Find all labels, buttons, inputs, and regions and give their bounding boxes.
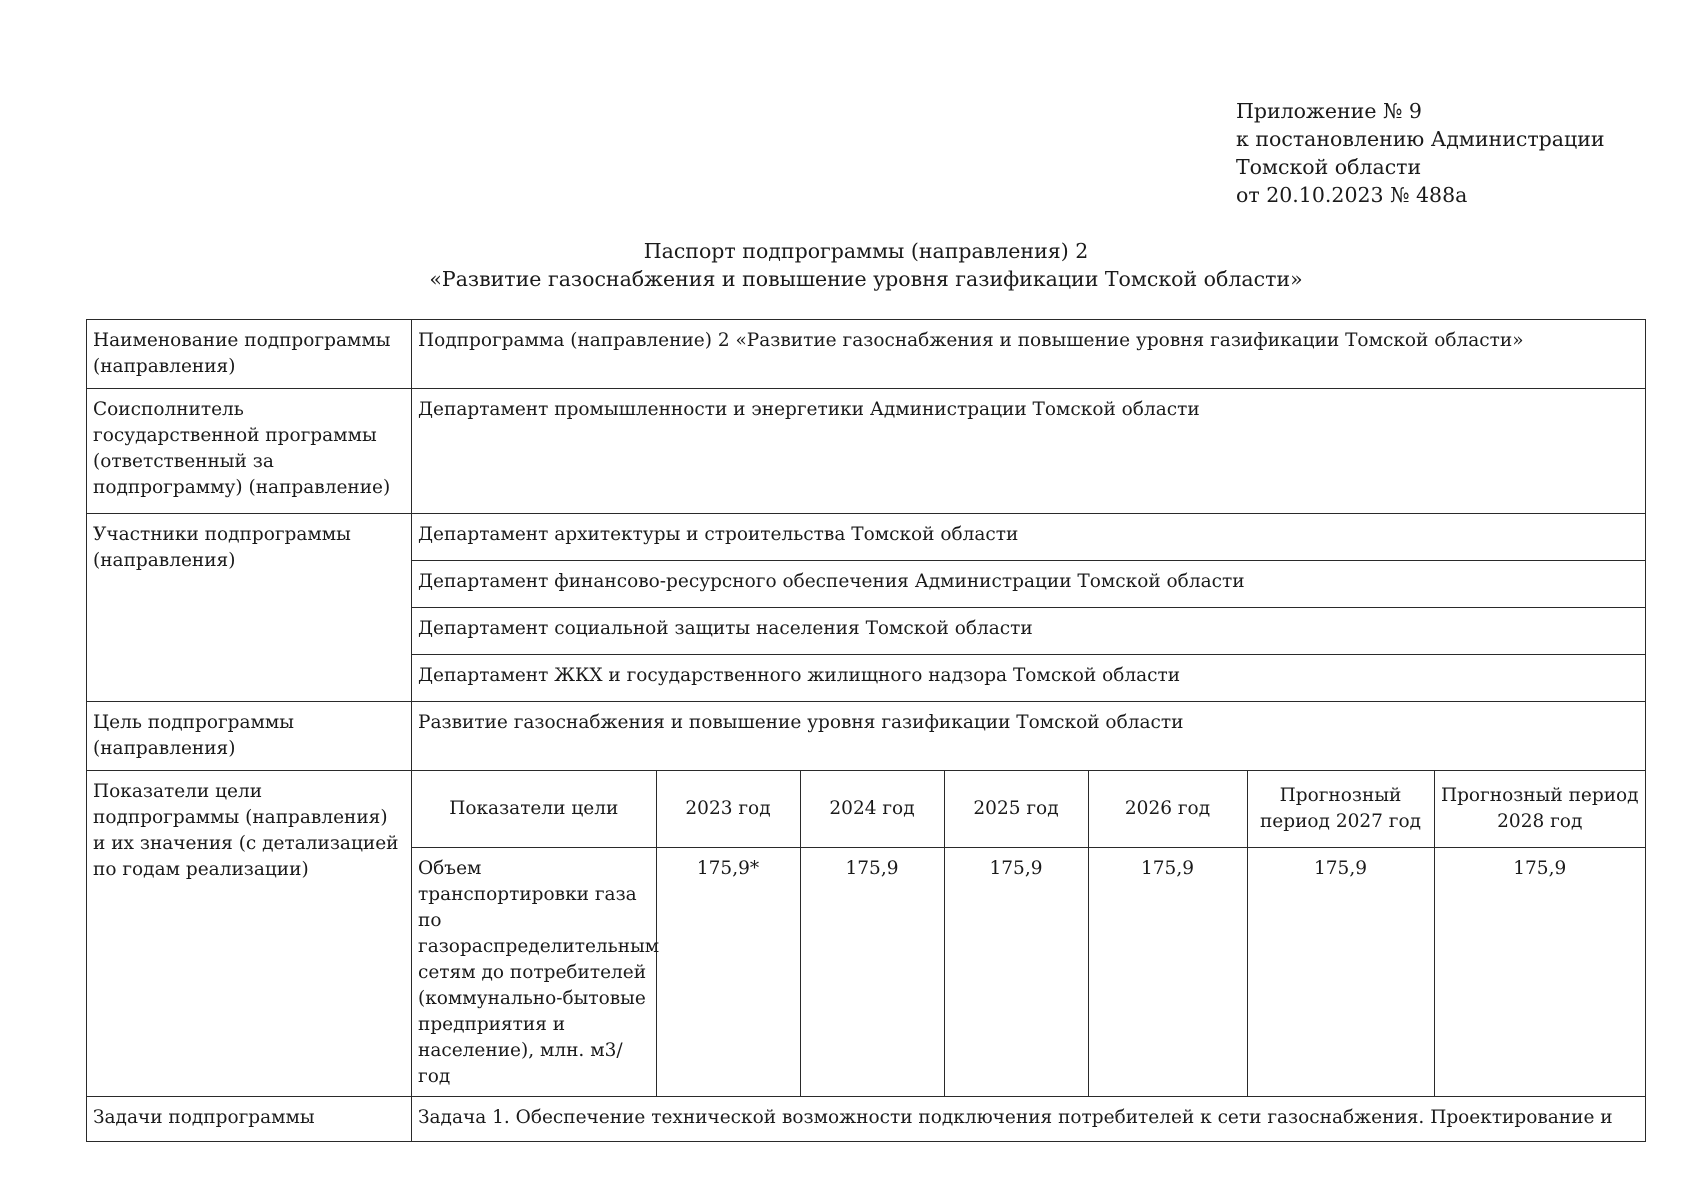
indicator-value: 175,9 xyxy=(800,848,944,1097)
indicator-value: 175,9* xyxy=(656,848,800,1097)
indicator-row xyxy=(412,848,1645,1097)
row-name xyxy=(87,320,1646,389)
row-tasks-label: Задачи подпрограммы xyxy=(87,1097,412,1142)
appendix-block xyxy=(1236,97,1605,209)
appendix-resolution: к постановлению Администрации xyxy=(1236,127,1605,151)
passport-table xyxy=(86,319,1646,1142)
title-line-2: «Развитие газоснабжения и повышение уровня газификации Томской области» xyxy=(429,267,1303,291)
row-tasks xyxy=(87,1097,1646,1142)
row-indicators xyxy=(87,771,1646,1097)
document-title xyxy=(86,237,1646,293)
forecast-header: Прогнозный период 2028 год xyxy=(1434,771,1645,848)
year-header: 2025 год xyxy=(944,771,1088,848)
indicator-header: Показатели цели xyxy=(412,771,656,848)
row-coexecutor xyxy=(87,389,1646,514)
year-header: 2023 год xyxy=(656,771,800,848)
row-indicators-label: Показатели цели подпрограммы (направления) и их значения (с детализацией по годам реализации) xyxy=(87,771,412,1097)
title-line-1: Паспорт подпрограммы (направления) 2 xyxy=(643,239,1089,263)
row-participants-label: Участники подпрограммы (направления) xyxy=(87,514,412,702)
row-goal xyxy=(87,702,1646,771)
indicator-value: 175,9 xyxy=(944,848,1088,1097)
indicators-header-row xyxy=(412,771,1645,848)
participant-item: Департамент финансово-ресурсного обеспечения Администрации Томской области xyxy=(412,561,1646,608)
row-coexecutor-value: Департамент промышленности и энергетики Администрации Томской области xyxy=(412,389,1646,514)
appendix-region: Томской области xyxy=(1236,155,1422,179)
row-goal-value: Развитие газоснабжения и повышение уровня газификации Томской области xyxy=(412,702,1646,771)
row-tasks-value: Задача 1. Обеспечение технической возможности подключения потребителей к сети газоснабжения. Проектирование и xyxy=(412,1097,1646,1142)
indicator-value: 175,9 xyxy=(1088,848,1247,1097)
indicators-cell xyxy=(412,771,1646,1097)
row-coexecutor-label: Соисполнитель государственной программы (ответственный за подпрограмму) (направление) xyxy=(87,389,412,514)
row-name-label: Наименование подпрограммы (направления) xyxy=(87,320,412,389)
indicator-value: 175,9 xyxy=(1434,848,1645,1097)
indicator-name: Объем транспортировки газа по газораспределительным сетям до потребителей (коммунально-бытовые предприятия и население), млн. м3/год xyxy=(412,848,656,1097)
appendix-number: Приложение № 9 xyxy=(1236,99,1422,123)
year-header: 2026 год xyxy=(1088,771,1247,848)
row-participants xyxy=(87,514,1646,561)
indicators-table xyxy=(412,771,1645,1096)
row-goal-label: Цель подпрограммы (направления) xyxy=(87,702,412,771)
appendix-date: от 20.10.2023 № 488а xyxy=(1236,183,1468,207)
indicator-value: 175,9 xyxy=(1247,848,1434,1097)
forecast-header: Прогнозный период 2027 год xyxy=(1247,771,1434,848)
row-name-value: Подпрограмма (направление) 2 «Развитие газоснабжения и повышение уровня газификации Томской области» xyxy=(412,320,1646,389)
participant-item: Департамент архитектуры и строительства Томской области xyxy=(412,514,1646,561)
year-header: 2024 год xyxy=(800,771,944,848)
participant-item: Департамент социальной защиты населения Томской области xyxy=(412,608,1646,655)
participant-item: Департамент ЖКХ и государственного жилищного надзора Томской области xyxy=(412,655,1646,702)
